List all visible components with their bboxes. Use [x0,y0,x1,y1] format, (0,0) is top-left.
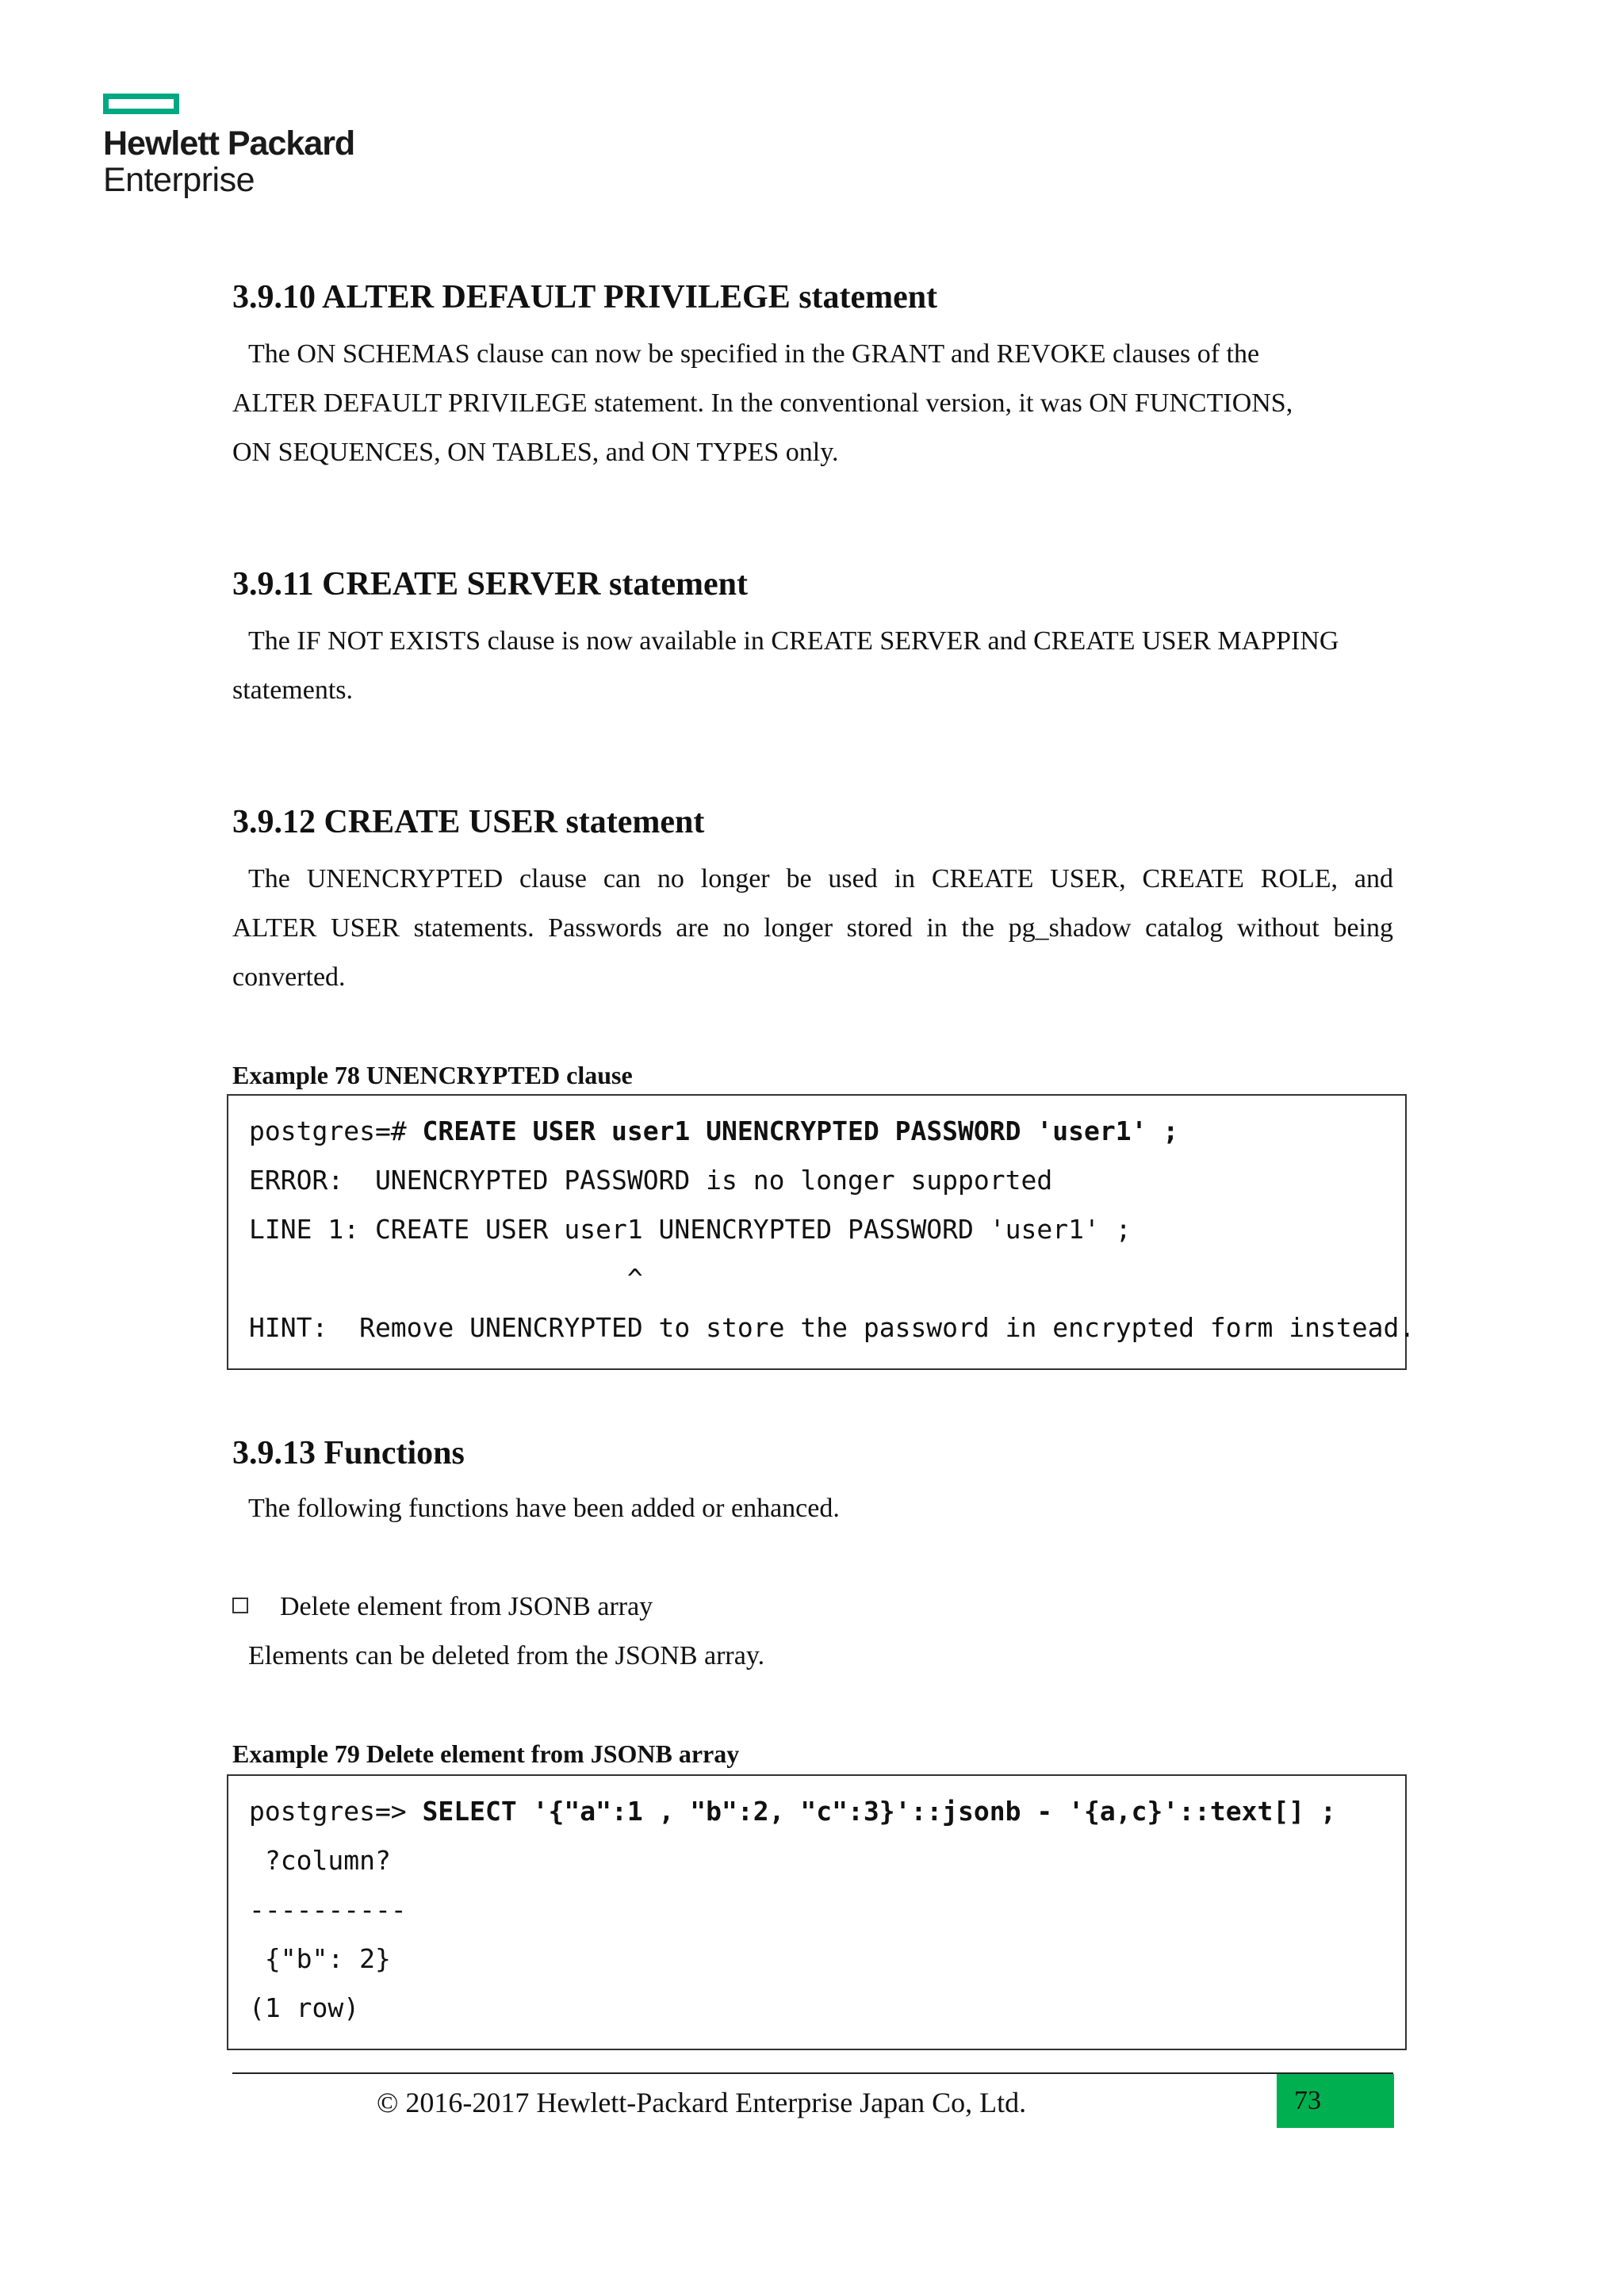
paragraph-line: ALTER DEFAULT PRIVILEGE statement. In the conventional version, it was ON FUNCTIONS, [232,388,1293,418]
example-79-code-block [227,1774,1407,2050]
footer-divider [232,2072,1393,2074]
logo-line1: Hewlett Packard [103,124,355,163]
section-heading-3-9-12: 3.9.12 CREATE USER statement [232,804,705,840]
paragraph-line: The ON SCHEMAS clause can now be specified in the GRANT and REVOKE clauses of the [248,339,1260,369]
code-line: ^ [249,1263,643,1294]
footer-copyright: © 2016-2017 Hewlett-Packard Enterprise Japan Co, Ltd. [377,2087,1027,2118]
paragraph-line: Elements can be deleted from the JSONB array. [248,1641,765,1670]
example-78-caption: Example 78 UNENCRYPTED clause [232,1061,633,1089]
code-line [249,1787,1405,1836]
code-line [249,1107,1405,1156]
code-prompt: postgres=# [249,1115,423,1146]
paragraph-line: The following functions have been added or enhanced. [248,1494,840,1523]
section-heading-3-9-13: 3.9.13 Functions [232,1435,465,1471]
bullet-text: Delete element from JSONB array [280,1592,653,1621]
paragraph-line: statements. [232,675,354,705]
code-line: HINT: Remove UNENCRYPTED to store the password in encrypted form instead. [249,1312,1415,1343]
code-line: LINE 1: CREATE USER user1 UNENCRYPTED PASSWORD 'user1' ; [249,1214,1132,1245]
page-number: 73 [1277,2074,1394,2128]
hpe-logo [103,94,354,198]
section-body-3-9-10 [232,330,1393,477]
code-command: SELECT '{"a":1 , "b":2, "c":3}'::jsonb - '{a,c}'::text[] ; [422,1796,1336,1827]
paragraph-line: converted. [232,962,346,992]
paragraph-line: The UNENCRYPTED clause can no longer be used in CREATE USER, CREATE ROLE, and [248,864,1393,894]
section-body-3-9-12 [232,855,1393,1002]
example-79-caption: Example 79 Delete element from JSONB array [232,1739,740,1768]
example-78-code-block [227,1094,1415,1370]
code-line: (1 row) [249,1992,360,2023]
section-body-3-9-11 [232,617,1393,715]
logo-rectangle-icon [103,94,179,114]
code-line: ERROR: UNENCRYPTED PASSWORD is no longer supported [249,1165,1053,1196]
bullet-description [232,1632,1393,1681]
square-bullet-icon [232,1598,248,1613]
logo-line2: Enterprise [103,161,255,199]
code-command: CREATE USER user1 UNENCRYPTED PASSWORD 'user1' ; [422,1115,1179,1146]
code-line: {"b": 2} [249,1943,391,1974]
code-prompt: postgres=> [249,1796,423,1827]
section-body-3-9-13 [232,1484,1393,1533]
paragraph-line: ALTER USER statements. Passwords are no longer stored in the pg_shadow catalog without being [232,913,1393,943]
code-line: ?column? [249,1845,391,1876]
paragraph-line: The IF NOT EXISTS clause is now available in CREATE SERVER and CREATE USER MAPPING [248,626,1339,656]
section-heading-3-9-10: 3.9.10 ALTER DEFAULT PRIVILEGE statement [232,279,938,316]
section-heading-3-9-11: 3.9.11 CREATE SERVER statement [232,566,748,603]
paragraph-line: ON SEQUENCES, ON TABLES, and ON TYPES only. [232,438,839,467]
code-line: ---------- [249,1894,407,1925]
bullet-item [232,1587,653,1627]
